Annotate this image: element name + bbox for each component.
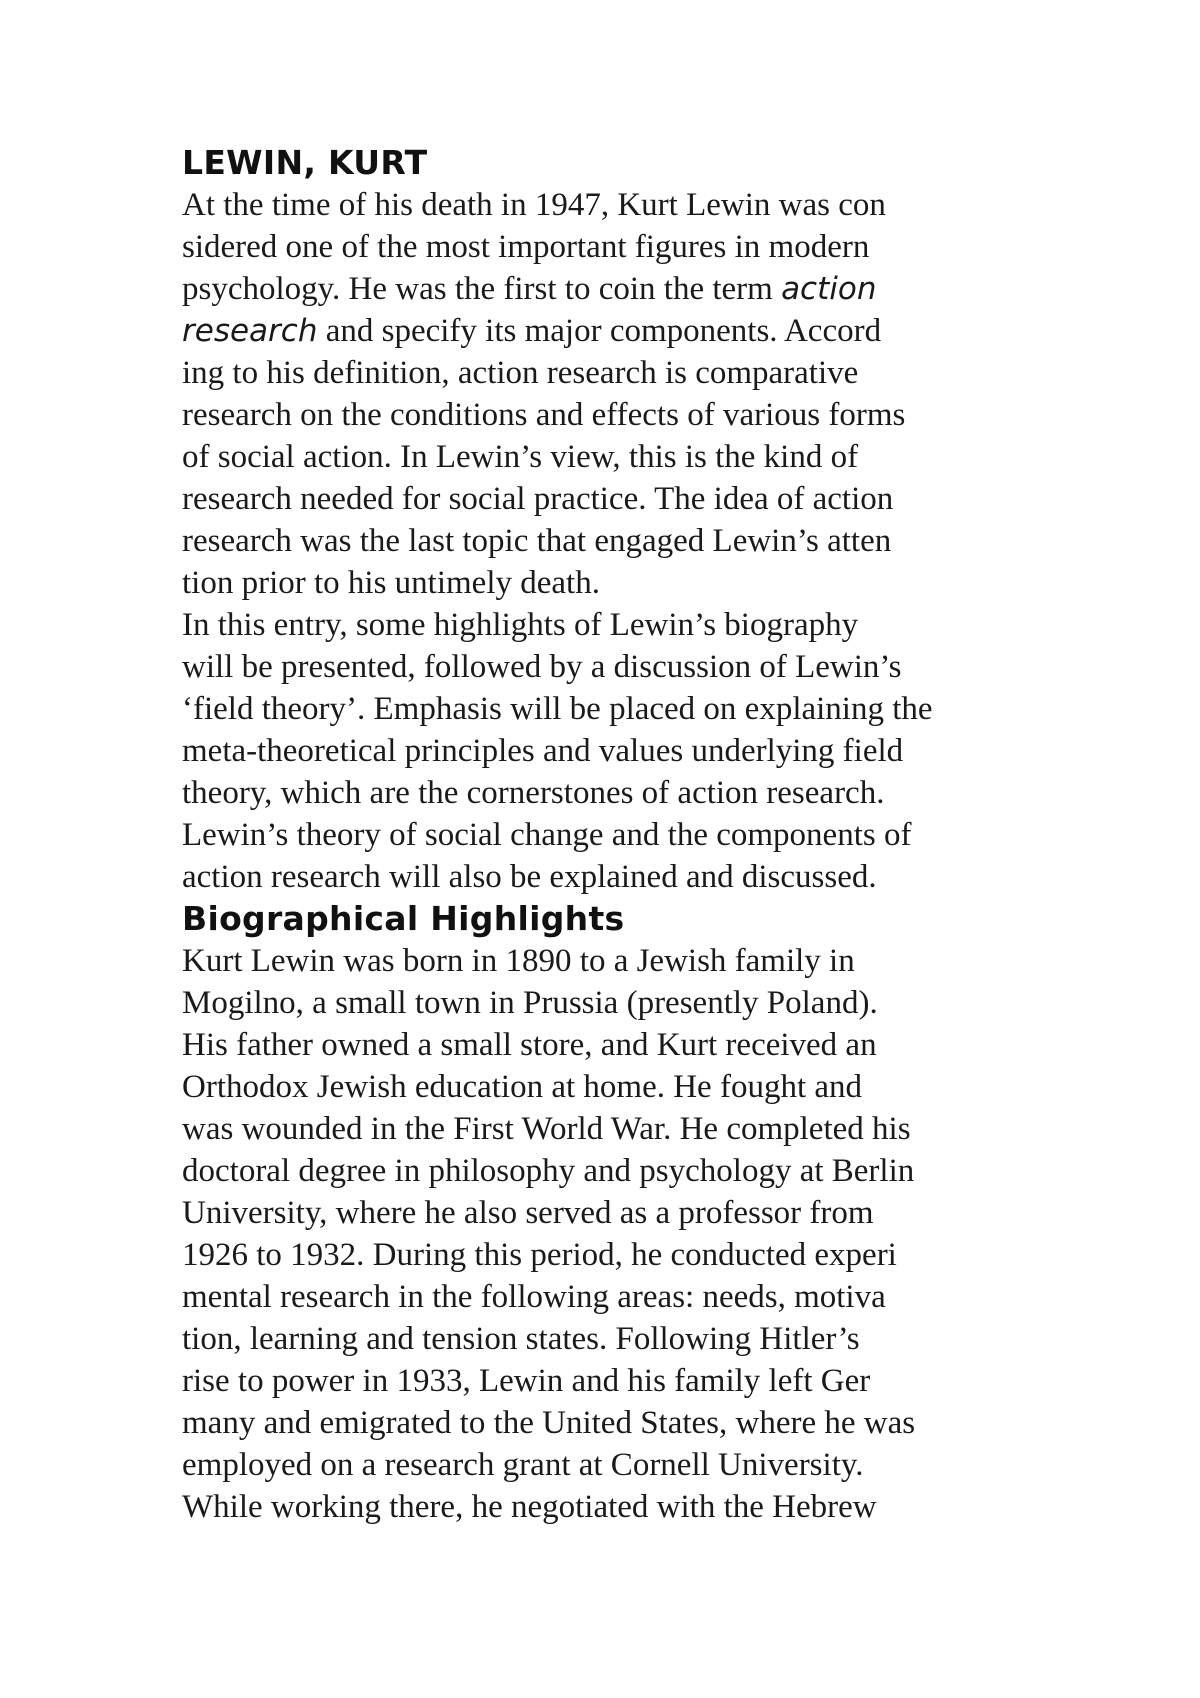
body-line: research on the conditions and effects of various forms: [182, 397, 906, 433]
body-line: tion, learning and tension states. Following Hitler’s: [182, 1321, 860, 1357]
emphasized-term: research: [182, 313, 318, 349]
body-line: At the time of his death in 1947, Kurt Lewin was con: [182, 187, 886, 223]
body-line: tion prior to his untimely death.: [182, 565, 600, 601]
body-line: was wounded in the First World War. He completed his: [182, 1111, 911, 1147]
body-line: research was the last topic that engaged Lewin’s atten: [182, 523, 892, 559]
body-line: [182, 268, 1062, 310]
body-line-text: psychology. He was the first to coin the term: [182, 271, 782, 307]
body-line: mental research in the following areas: needs, motiva: [182, 1279, 886, 1315]
entry-title: LEWIN, KURT: [182, 143, 428, 182]
body-line: 1926 to 1932. During this period, he conducted experi: [182, 1237, 897, 1273]
body-line: employed on a research grant at Cornell University.: [182, 1447, 864, 1483]
body-line: Kurt Lewin was born in 1890 to a Jewish family in: [182, 943, 855, 979]
body-line: In this entry, some highlights of Lewin’s biography: [182, 607, 859, 643]
body-line: doctoral degree in philosophy and psychology at Berlin: [182, 1153, 915, 1189]
body-line: meta-theoretical principles and values underlying field: [182, 733, 904, 769]
body-line: theory, which are the cornerstones of action research.: [182, 775, 885, 811]
body-line: Lewin’s theory of social change and the components of: [182, 817, 912, 853]
body-line: [182, 310, 1062, 352]
body-line: Orthodox Jewish education at home. He fought and: [182, 1069, 863, 1105]
body-line: sidered one of the most important figures in modern: [182, 229, 870, 265]
body-line: ing to his definition, action research is comparative: [182, 355, 859, 391]
body-line: While working there, he negotiated with the Hebrew: [182, 1489, 877, 1525]
body-line: research needed for social practice. The idea of action: [182, 481, 894, 517]
body-line: Mogilno, a small town in Prussia (presently Poland).: [182, 985, 878, 1021]
entry-body: [182, 142, 1062, 1528]
body-line: ‘field theory’. Emphasis will be placed on explaining the: [182, 691, 933, 727]
body-line: will be presented, followed by a discussion of Lewin’s: [182, 649, 902, 685]
body-line-text: and specify its major components. Accord: [317, 313, 882, 349]
section-heading: Biographical Highlights: [182, 899, 625, 938]
emphasized-term: action: [781, 271, 877, 307]
body-line: action research will also be explained and discussed.: [182, 859, 877, 895]
body-line: of social action. In Lewin’s view, this is the kind of: [182, 439, 859, 475]
body-line: His father owned a small store, and Kurt received an: [182, 1027, 877, 1063]
body-line: rise to power in 1933, Lewin and his family left Ger: [182, 1363, 871, 1399]
body-line: University, where he also served as a professor from: [182, 1195, 874, 1231]
body-line: many and emigrated to the United States, where he was: [182, 1405, 916, 1441]
